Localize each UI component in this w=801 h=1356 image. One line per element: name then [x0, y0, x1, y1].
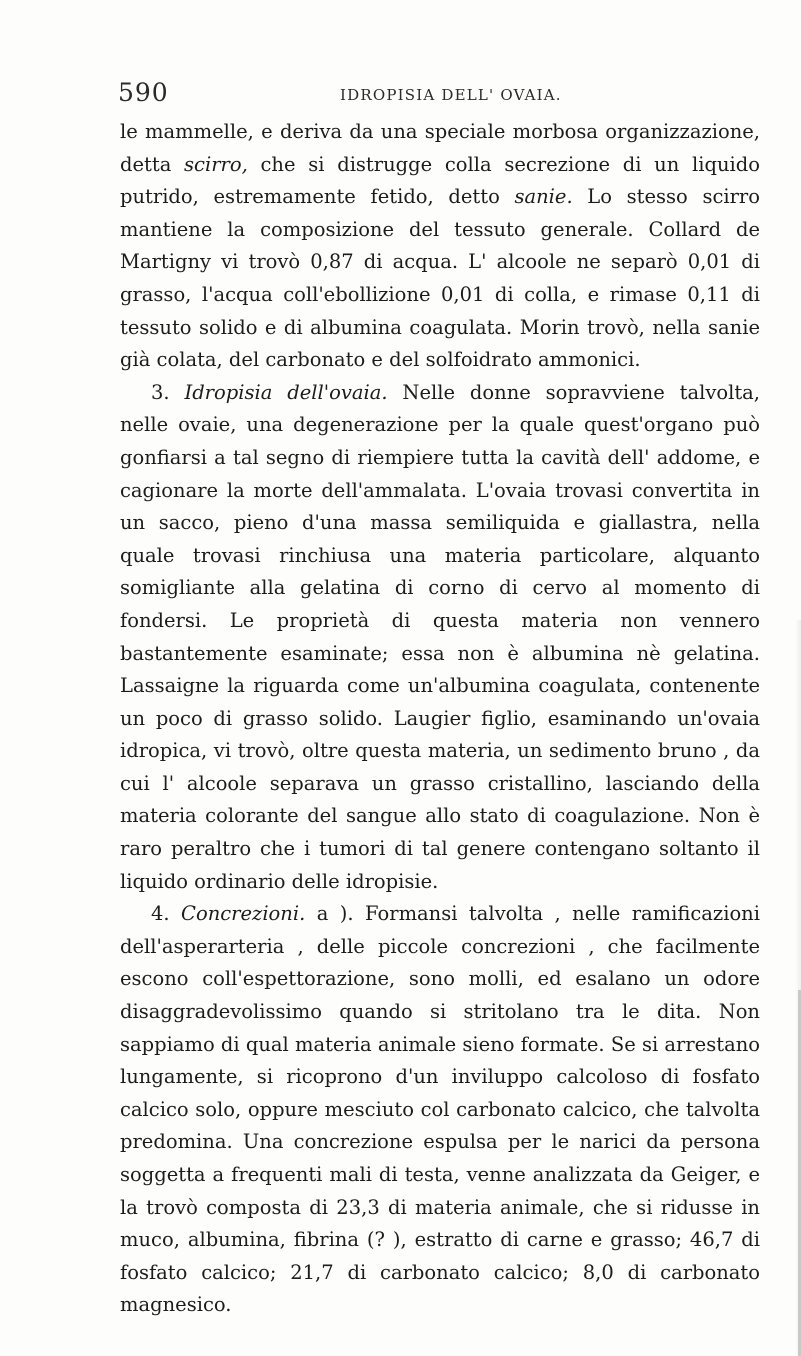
paragraph-scirro: [120, 116, 760, 377]
body-text: [120, 116, 760, 1322]
section-number: 4.: [151, 902, 182, 926]
text-segment: Nelle donne sopravviene talvolta, nelle ovaie, una degenerazione per la quale quest'organo può gonfiarsi a tal segno di riempiere tutta la cavità dell' addome, e cagionare la morte dell'ammalata. L'ovaia trovasi convertita in un sacco, pieno d'una massa semiliquida e giallastra, nella quale trovasi rinchiusa una materia particolare, alquanto somigliante alla gelatina di corno di cervo al momento di fondersi. Le proprietà di questa materia non vennero bastantemente esaminate; essa non è albumina nè gelatina. Lassaigne la riguarda come un'albumina coagulata, contenente un poco di grasso solido. Laugier figlio, esaminando un'ovaia idropica, vi trovò, oltre questa materia, un sedimento bruno , da cui l' alcoole separava un grasso cristallino, lasciando della materia colorante del sangue allo stato di coagulazione. Non è raro peraltro che i tumori di tal genere contengano soltanto il liquido ordinario delle idropisie.: [120, 380, 760, 893]
text-segment: che si distrugge colla secrezione di un liquido putrido, estremamente fetido, detto: [120, 152, 760, 209]
paragraph-idropisia: [120, 377, 760, 899]
running-title: IDROPISIA DELL' OVAIA.: [340, 86, 562, 104]
page-number: 590: [118, 78, 169, 107]
text-segment: a ). Formansi talvolta , nelle ramificazioni dell'asperarteria , delle piccole concrezioni , che facilmente escono coll'espettorazione, sono molli, ed esalano un odore disaggradevolissimo quando si stritolano tra le dita. Non sappiamo di qual materia animale sieno formate. Se si arrestano lungamente, si ricoprono d'un inviluppo calcoloso di fosfato calcico solo, oppure mesciuto col carbonato calcico, che talvolta predomina. Una concrezione espulsa per le narici da persona soggetta a frequenti mali di testa, venne analizzata da Geiger, e la trovò composta di 23,3 di materia animale, che si ridusse in muco, albumina, fibrina (? ), estratto di carne e grasso; 46,7 di fosfato calcico; 21,7 di carbonato calcico; 8,0 di carbonato magnesico.: [120, 902, 760, 1317]
term-scirro: scirro,: [184, 152, 248, 176]
text-segment: le mammelle, e deriva da una speciale morbosa organizzazione, detta: [120, 120, 760, 176]
term-sanie: sanie.: [514, 185, 573, 209]
section-heading-idropisia: Idropisia dell'ovaia.: [184, 380, 388, 404]
section-heading-concrezioni: Concrezioni.: [181, 902, 306, 926]
text-segment: Lo stesso scirro mantiene la composizione del tessuto generale. Collard de Martigny vi trovò 0,87 di acqua. L' alcoole ne separò 0,01 di grasso, l'acqua coll'ebollizione 0,01 di colla, e rimase 0,11 di tessuto solido e di albumina coagulata. Morin trovò, nella sanie già colata, del carbonato e del solfoidrato ammonici.: [120, 185, 760, 372]
running-head: [118, 78, 758, 108]
section-number: 3.: [151, 380, 185, 404]
paragraph-concrezioni: [120, 898, 760, 1322]
